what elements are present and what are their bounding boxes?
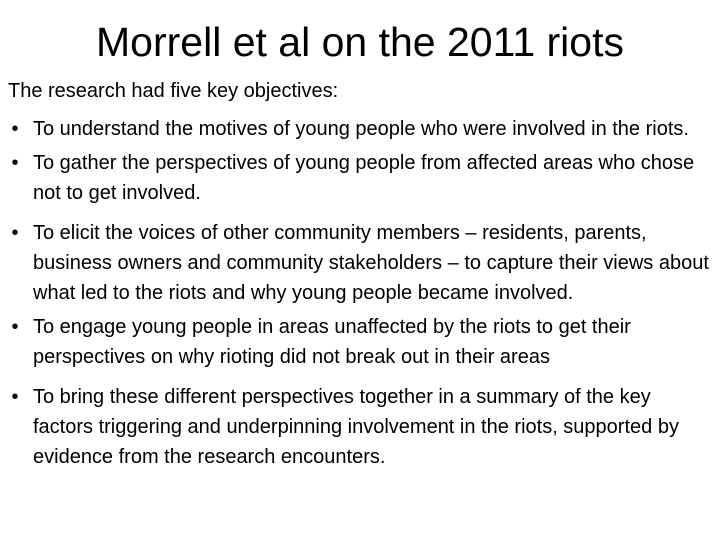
bullet-icon: • — [11, 386, 19, 408]
objective-text: To understand the motives of young people who were involved in the riots. — [33, 118, 689, 140]
slide-title: Morrell et al on the 2011 riots — [96, 19, 624, 65]
objective-text: To engage young people in areas unaffected by the riots to get their perspectives on why rioting did not break out in their areas — [33, 316, 631, 368]
bullet-icon: • — [11, 316, 19, 338]
list-item — [8, 312, 712, 372]
list-item — [8, 148, 712, 208]
objectives-list — [8, 114, 712, 478]
bullet-icon: • — [11, 118, 19, 140]
bullet-icon: • — [11, 222, 19, 244]
objective-text: To elicit the voices of other community members – residents, parents, business owners and community stakeholders – to capture their views about what led to the riots and why young people became involved. — [33, 222, 709, 304]
list-item — [8, 114, 712, 144]
list-item — [8, 382, 712, 472]
objective-text: To bring these different perspectives together in a summary of the key factors triggering and underpinning involvement in the riots, supported by evidence from the research encounters. — [33, 386, 679, 468]
bullet-icon: • — [11, 152, 19, 174]
intro-text: The research had five key objectives: — [8, 80, 339, 102]
objective-text: To gather the perspectives of young people from affected areas who chose not to get involved. — [33, 152, 695, 204]
list-item — [8, 218, 712, 308]
